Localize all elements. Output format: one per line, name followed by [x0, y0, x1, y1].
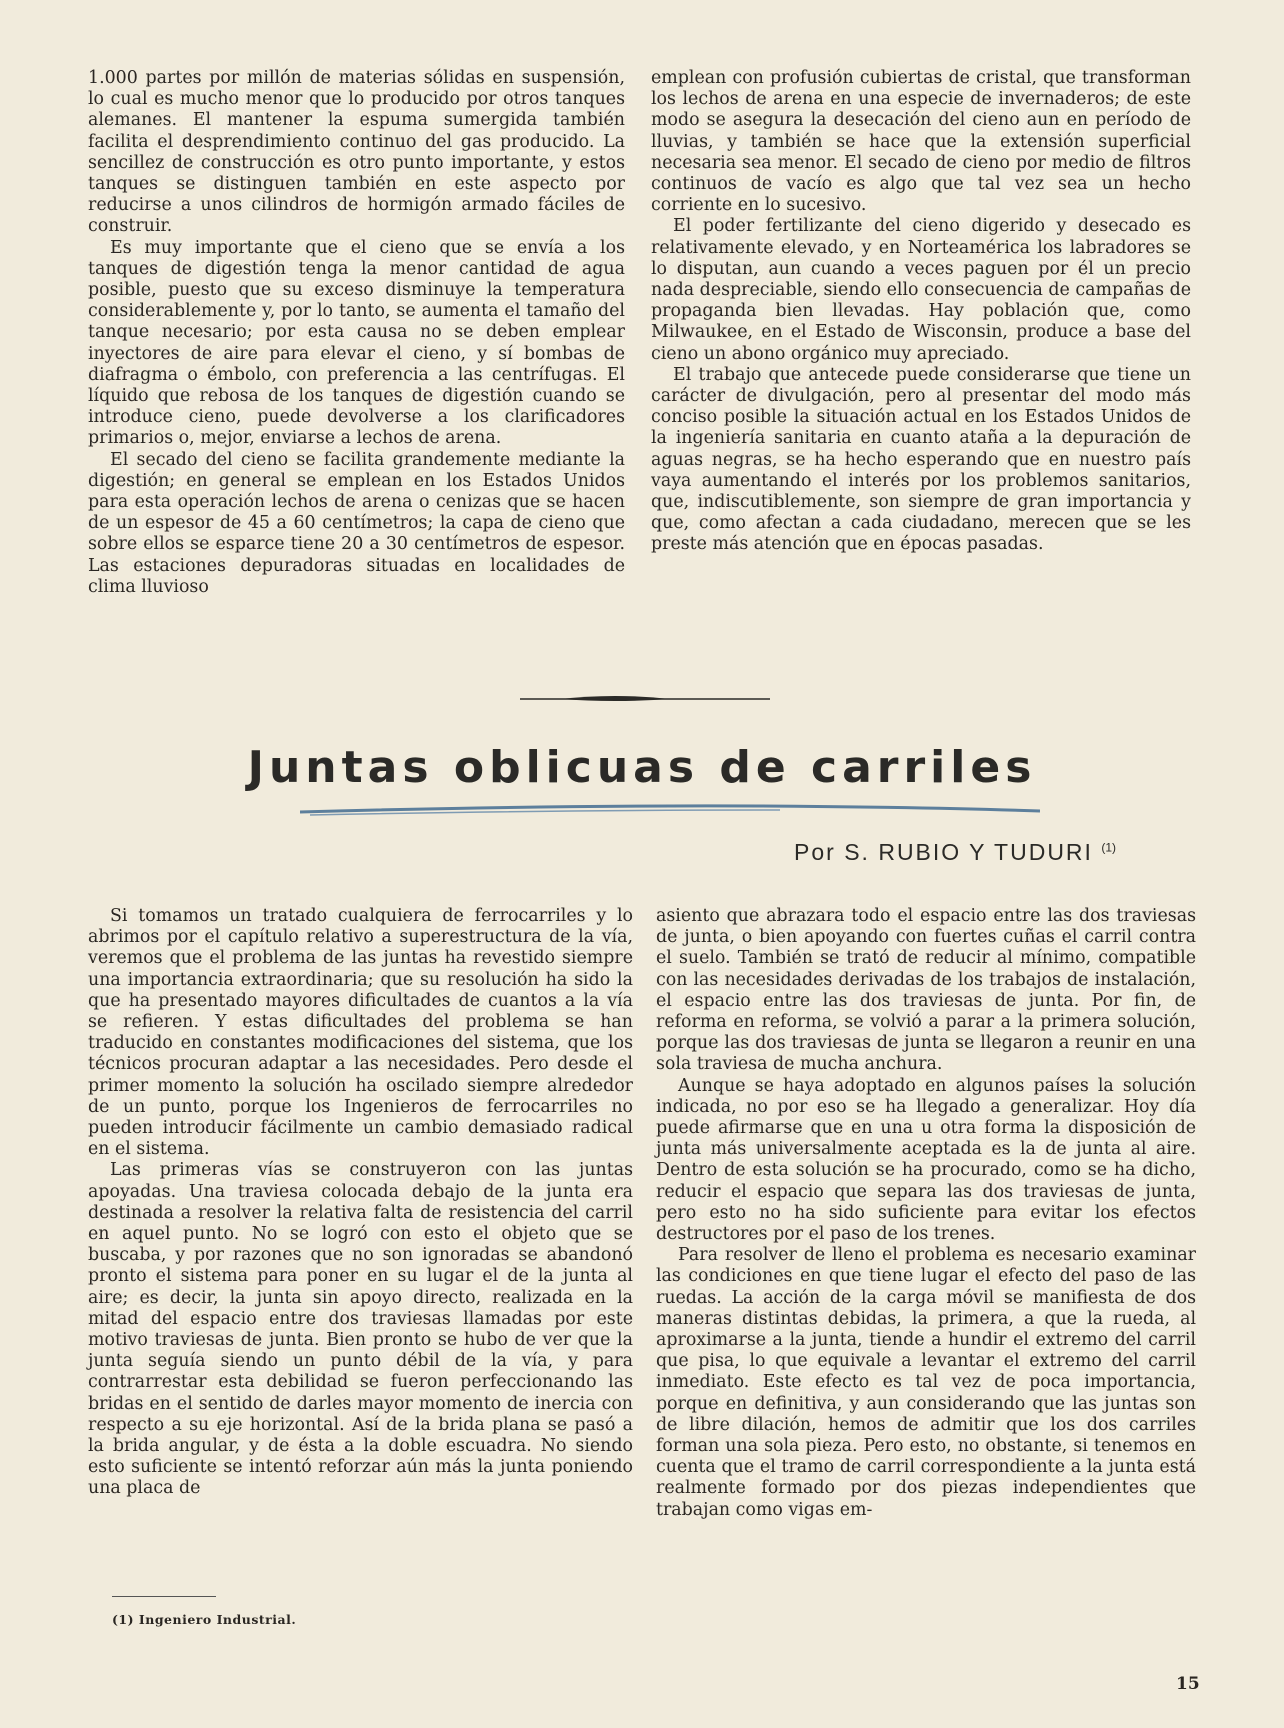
byline [794, 839, 1116, 866]
footnote-separator [112, 1596, 216, 1597]
paragraph: asiento que abrazara todo el espacio entre las dos traviesas de junta, o bien apoyando con fuertes cuñas el carril contra el suelo. También se trató de reducir al mínimo, compatible con las necesidades derivadas de los trabajos de instalación, el espacio entre las dos traviesas de junta. Por fin, de reforma en reforma, se volvió a parar a la primera solución, porque las dos traviesas de junta se llegaron a reunir en una sola traviesa de mucha anchura. [656, 906, 1196, 1075]
paragraph: El secado del cieno se facilita grandemente mediante la digestión; en general se emplean en los Estados Unidos para esta operación lechos de arena o cenizas que se hacen de un espesor de 45 a 60 centímetros; la capa de cieno que sobre ellos se esparce tiene 20 a 30 centímetros de espesor. Las estaciones depuradoras situadas en localidades de clima lluvioso [88, 449, 625, 597]
section-divider-ornament [520, 692, 770, 706]
paragraph: Para resolver de lleno el problema es necesario examinar las condiciones en que tiene lugar el efecto del paso de las ruedas. La acción de la carga móvil se manifiesta de dos maneras distintas debidas, la primera, a que la rueda, al aproximarse a la junta, tiende a hundir el extremo del carril que pisa, lo que equivale a levantar el extremo del carril inmediato. Este efecto es tal vez de poca importancia, porque en definitiva, y aun considerando que las juntas son de libre dilación, hemos de admitir que los dos carriles forman una sola pieza. Pero esto, no obstante, si tenemos en cuenta que el tramo de carril correspondiente a la junta está realmente formado por dos piezas independientes que trabajan como vigas em- [656, 1245, 1196, 1520]
article-right-column [656, 906, 1196, 1521]
paragraph: El poder fertilizante del cieno digerido y desecado es relativamente elevado, y en Norteamérica los labradores se lo disputan, aun cuando a veces paguen por él un precio nada despreciable, siendo ello consecuencia de campañas de propaganda bien llevadas. Hay población que, como Milwaukee, en el Estado de Wisconsin, produce a base del cieno un abono orgánico muy apreciado. [651, 216, 1191, 364]
top-right-column [651, 68, 1191, 556]
title-underline-stroke [300, 802, 1040, 818]
paragraph: Las primeras vías se construyeron con las juntas apoyadas. Una traviesa colocada debajo de la junta era destinada a resolver la relativa falta de resistencia del carril en aquel punto. No se logró con esto el objeto que se buscaba, y por razones que no son ignoradas se abandonó pronto el sistema para poner en su lugar el de la junta al aire; es decir, la junta sin apoyo directo, realizada en la mitad del espacio entre dos traviesas llamadas por este motivo traviesas de junta. Bien pronto se hubo de ver que la junta seguía siendo un punto débil de la vía, y para contrarrestar esta debilidad se fueron perfeccionando las bridas en el sentido de darles mayor momento de inercia con respecto a su eje horizontal. Así de la brida plana se pasó a la brida angular, y de ésta a la doble escuadra. No siendo esto suficiente se intentó reforzar aún más la junta poniendo una placa de [88, 1160, 633, 1499]
paragraph: emplean con profusión cubiertas de cristal, que transforman los lechos de arena en una especie de invernaderos; de este modo se asegura la desecación del cieno aun en período de lluvias, y también se hace que la extensión superficial necesaria sea menor. El secado de cieno por medio de filtros continuos de vacío es algo que tal vez sea un hecho corriente en lo sucesivo. [651, 68, 1191, 216]
byline-author: S. RUBIO Y TUDURI [844, 839, 1093, 865]
top-left-column [88, 68, 625, 598]
paragraph: Aunque se haya adoptado en algunos países la solución indicada, no por eso se ha llegado a generalizar. Hoy día puede afirmarse que en una u otra forma la disposición de junta más universalmente aceptada es la de junta al aire. Dentro de esta solución se ha procurado, como se ha dicho, reducir el espacio que separa las dos traviesas de junta, pero esto no ha sido suficiente para evitar los efectos destructores por el paso de los trenes. [656, 1075, 1196, 1245]
article-title: Juntas oblicuas de carriles [247, 742, 1037, 793]
article-left-column [88, 906, 633, 1500]
paragraph: El trabajo que antecede puede considerarse que tiene un carácter de divulgación, pero al presentar del modo más conciso posible la situación actual en los Estados Unidos de la ingeniería sanitaria en cuanto ataña a la depuración de aguas negras, se ha hecho esperando que en nuestro país vaya aumentando el interés por los problemos sanitarios, que, indiscutiblemente, son siempre de gran importancia y que, como afectan a cada ciudadano, merecen que se les preste más atención que en épocas pasadas. [651, 364, 1191, 555]
byline-footnote-marker: (1) [1101, 840, 1116, 855]
byline-prefix: Por [794, 839, 836, 865]
paragraph: Es muy importante que el cieno que se envía a los tanques de digestión tenga la menor cantidad de agua posible, puesto que su exceso disminuye la temperatura considerablemente y, por lo tanto, se aumenta el tamaño del tanque necesario; por esta causa no se deben emplear inyectores de aire para elevar el cieno, y sí bombas de diafragma o émbolo, con preferencia a las centrífugas. El líquido que rebosa de los tanques de digestión cuando se introduce cieno, puede devolverse a los clarificadores primarios o, mejor, enviarse a lechos de arena. [88, 237, 625, 449]
footnote: (1) Ingeniero Industrial. [112, 1612, 297, 1627]
page-number: 15 [1176, 1674, 1200, 1694]
paragraph: 1.000 partes por millón de materias sólidas en suspensión, lo cual es mucho menor que lo producido por otros tanques alemanes. El mantener la espuma sumergida también facilita el desprendimiento continuo del gas producido. La sencillez de construcción es otro punto importante, y estos tanques se distinguen también en este aspecto por reducirse a unos cilindros de hormigón armado fáciles de construir. [88, 68, 625, 237]
paragraph: Si tomamos un tratado cualquiera de ferrocarriles y lo abrimos por el capítulo relativo a superestructura de la vía, veremos que el problema de las juntas ha revestido siempre una importancia extraordinaria; que su resolución ha sido la que ha presentado mayores dificultades de cuantos a la vía se refieren. Y estas dificultades del problema se han traducido en constantes modificaciones del sistema, que los técnicos procuran adaptar a las necesidades. Pero desde el primer momento la solución ha oscilado siempre alrededor de un punto, porque los Ingenieros de ferrocarriles no pueden introducir fácilmente un cambio demasiado radical en el sistema. [88, 906, 633, 1160]
